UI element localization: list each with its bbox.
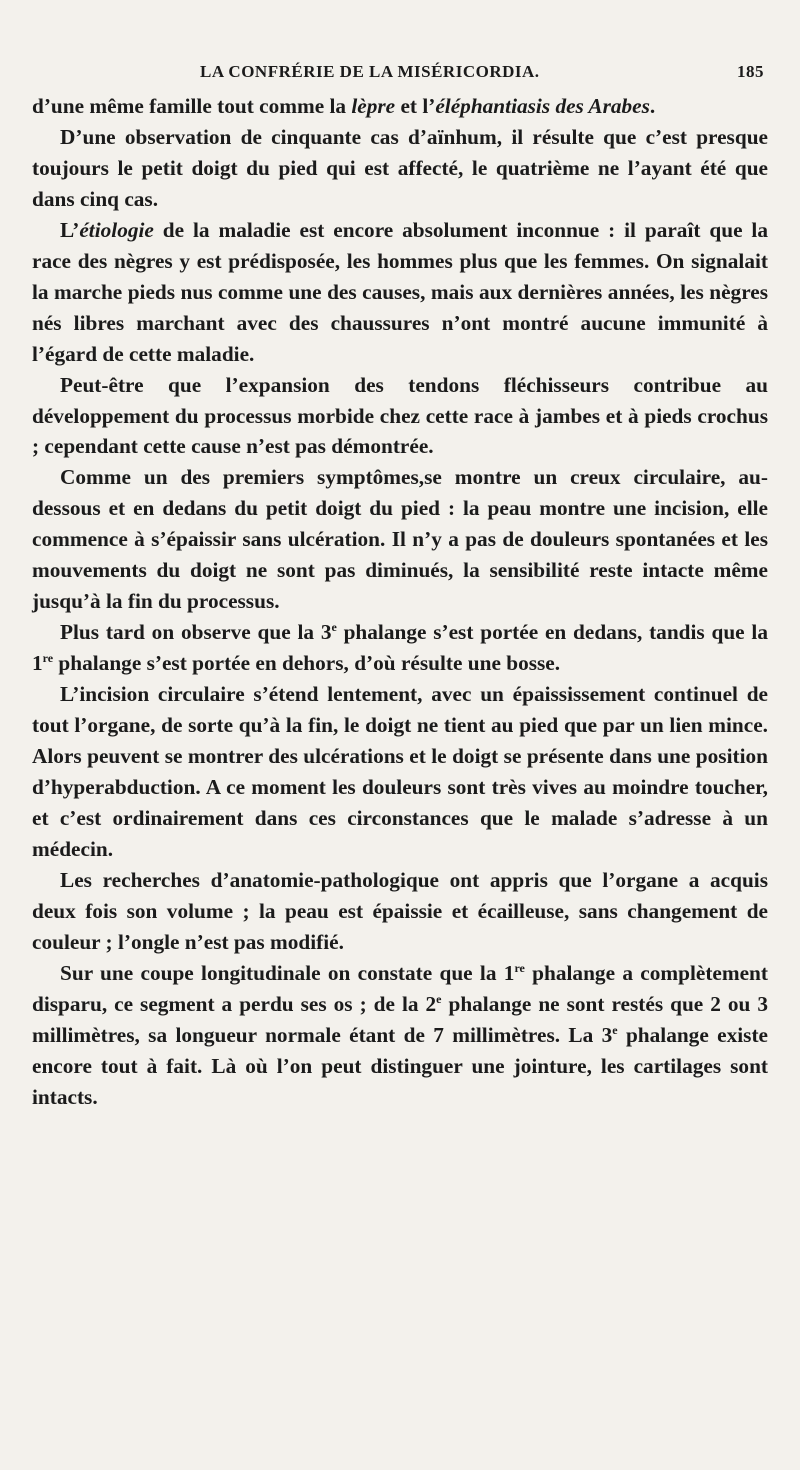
paragraph: Comme un des premiers symptômes,se montre un creux circulaire, au-dessous et en dedans du petit doigt du pied : la peau montre une incision, elle commence à s’épaissir sans ulcération. Il n’y a pas de douleurs spontanées et les mouvements du doigt ne sont pas diminués, la sensibilité reste intacte même jusqu’à la fin du processus. xyxy=(32,465,768,614)
paragraph: Plus tard on observe que la 3e phalange s’est portée en dedans, tandis que la 1re phalange s’est portée en dehors, d’où résulte une bosse. xyxy=(32,620,768,676)
paragraph: L’incision circulaire s’étend lentement, avec un épaississement continuel de tout l’organe, de sorte qu’à la fin, le doigt ne tient au pied que par un lien mince. Alors peuvent se montrer des ulcérations et le doigt se présente dans une position d’hyperabduction. A ce moment les douleurs sont très vives au moindre toucher, et c’est ordinairement dans ces circonstances que le malade s’adresse à un médecin. xyxy=(32,682,768,861)
page-number: 185 xyxy=(737,62,764,81)
paragraph: L’étiologie de la maladie est encore absolument inconnue : il paraît que la race des nègres y est prédisposée, les hommes plus que les femmes. On signalait la marche pieds nus comme une des causes, mais aux dernières années, les nègres nés libres marchant avec des chaussures n’ont montré aucune immunité à l’égard de cette maladie. xyxy=(32,217,768,366)
paragraph: d’une même famille tout comme la lèpre et l’éléphantiasis des Arabes. xyxy=(32,94,656,118)
running-header xyxy=(0,58,800,88)
paragraph: Sur une coupe longitudinale on constate que la 1re phalange a complètement disparu, ce segment a perdu ses os ; de la 2e phalange ne sont restés que 2 ou 3 millimètres, sa longueur normale étant de 7 millimètres. La 3e phalange existe encore tout à fait. Là où l’on peut distinguer une jointure, les cartilages sont intacts. xyxy=(32,960,769,1109)
paragraph: D’une observation de cinquante cas d’aïnhum, il résulte que c’est presque toujours le petit doigt du pied qui est affecté, le quatrième ne l’ayant été que dans cinq cas. xyxy=(32,124,768,211)
paragraph: Les recherches d’anatomie-pathologique ont appris que l’organe a acquis deux fois son volume ; la peau est épaissie et écailleuse, sans changement de couleur ; l’ongle n’est pas modifié. xyxy=(32,867,768,954)
running-title: LA CONFRÉRIE DE LA MISÉRICORDIA. xyxy=(200,62,540,81)
body-text xyxy=(32,91,768,1112)
paragraph: Peut-être que l’expansion des tendons fléchisseurs contribue au développement du processus morbide chez cette race à jambes et à pieds crochus ; cependant cette cause n’est pas démontrée. xyxy=(32,372,768,459)
